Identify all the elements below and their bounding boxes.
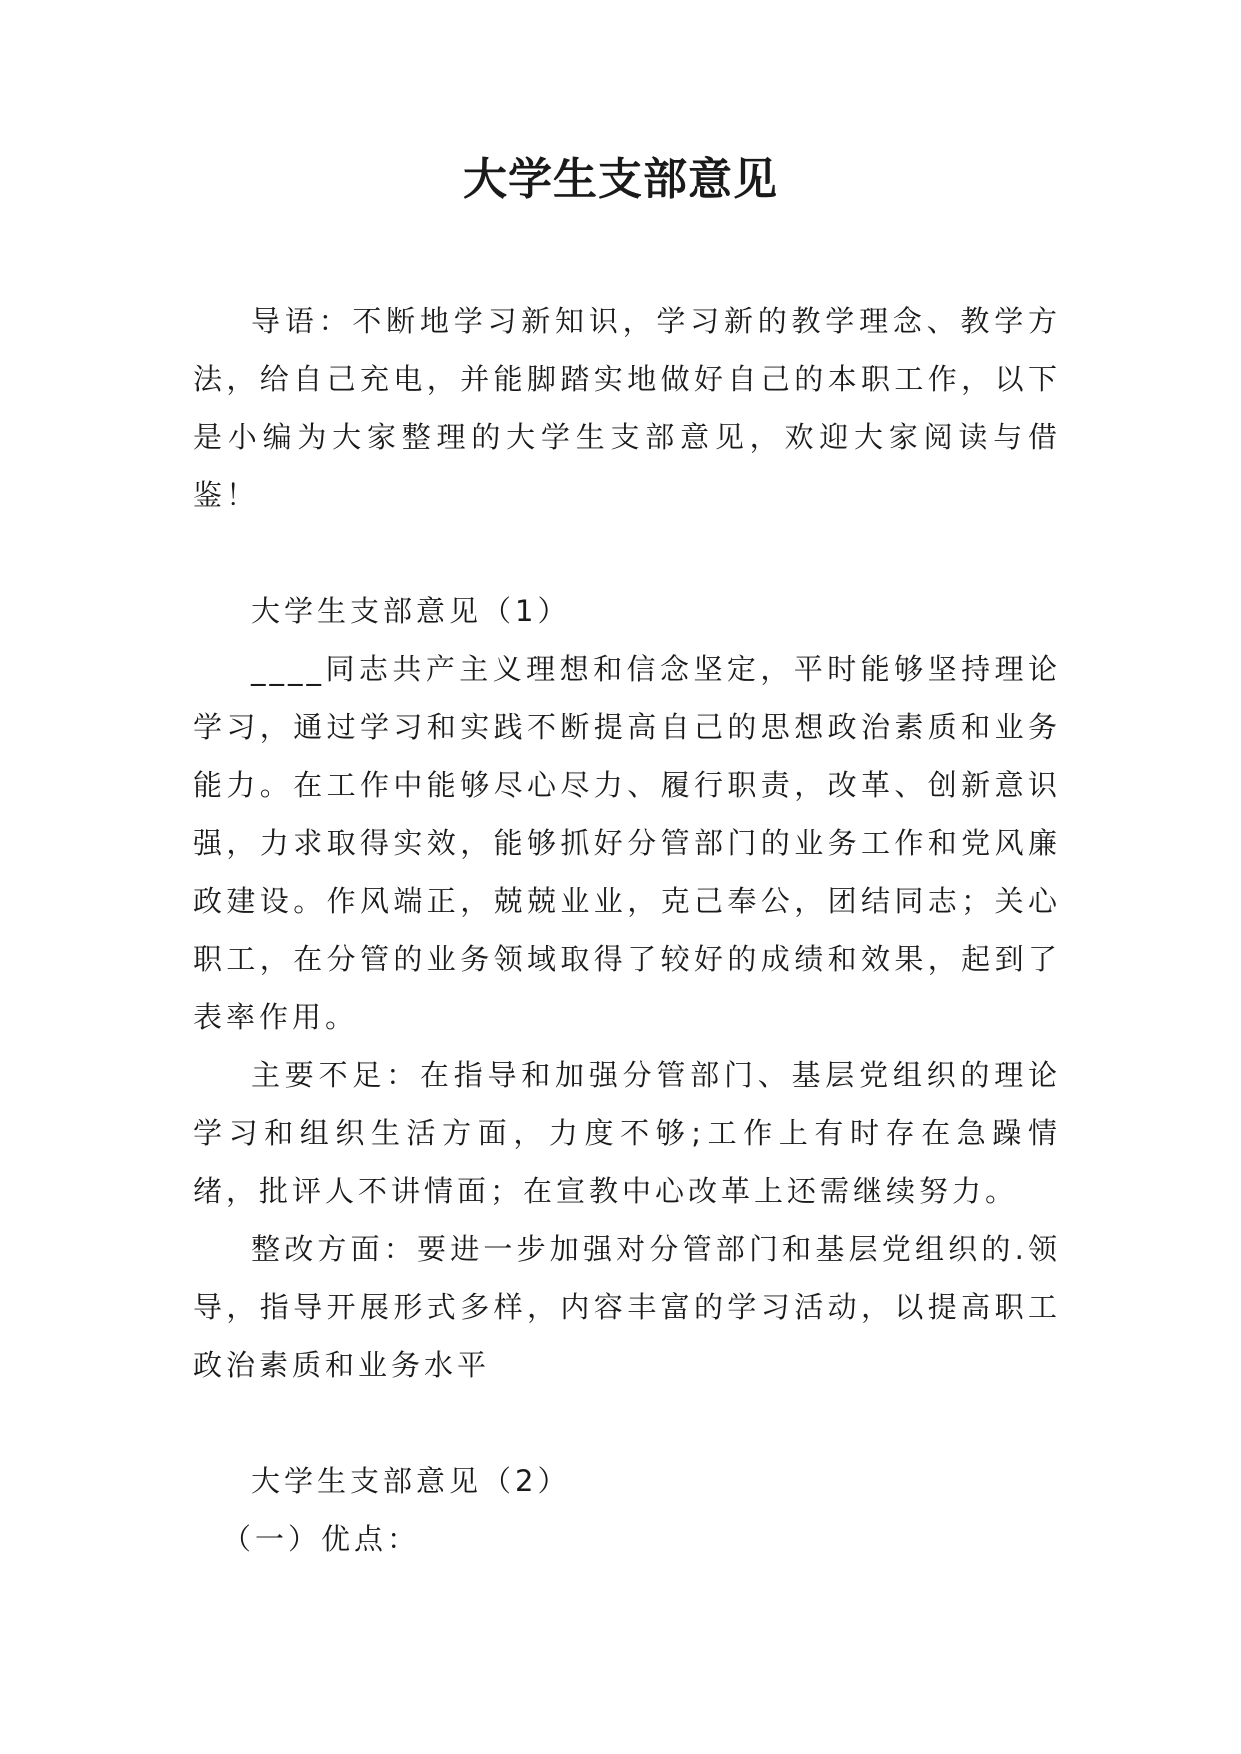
section-1-heading: 大学生支部意见（1） (251, 594, 571, 628)
intro-paragraph: 导语：不断地学习新知识，学习新的教学理念、教学方法，给自己充电，并能脚踏实地做好自己的本职工作，以下是小编为大家整理的大学生支部意见，欢迎大家阅读与借鉴！ (193, 304, 1061, 512)
section-2-subheading: （一）优点： (222, 1522, 421, 1556)
document-title: 大学生支部意见 (463, 154, 778, 205)
section-1-paragraph-2: 主要不足：在指导和加强分管部门、基层党组织的理论学习和组织生活方面，力度不够;工作上有时存在急躁情绪，批评人不讲情面；在宣教中心改革上还需继续努力。 (193, 1058, 1061, 1208)
section-2-heading: 大学生支部意见（2） (251, 1464, 571, 1498)
document-body (193, 292, 1061, 1568)
section-1-paragraph-1: ____同志共产主义理想和信念坚定，平时能够坚持理论学习，通过学习和实践不断提高自己的思想政治素质和业务能力。在工作中能够尽心尽力、履行职责，改革、创新意识强，力求取得实效，能够抓好分管部门的业务工作和党风廉政建设。作风端正，兢兢业业，克己奉公，团结同志；关心职工，在分管的业务领域取得了较好的成绩和效果，起到了表率作用。 (193, 652, 1061, 1034)
section-1-paragraph-3: 整改方面：要进一步加强对分管部门和基层党组织的.领导，指导开展形式多样，内容丰富的学习活动，以提高职工政治素质和业务水平 (193, 1232, 1061, 1382)
